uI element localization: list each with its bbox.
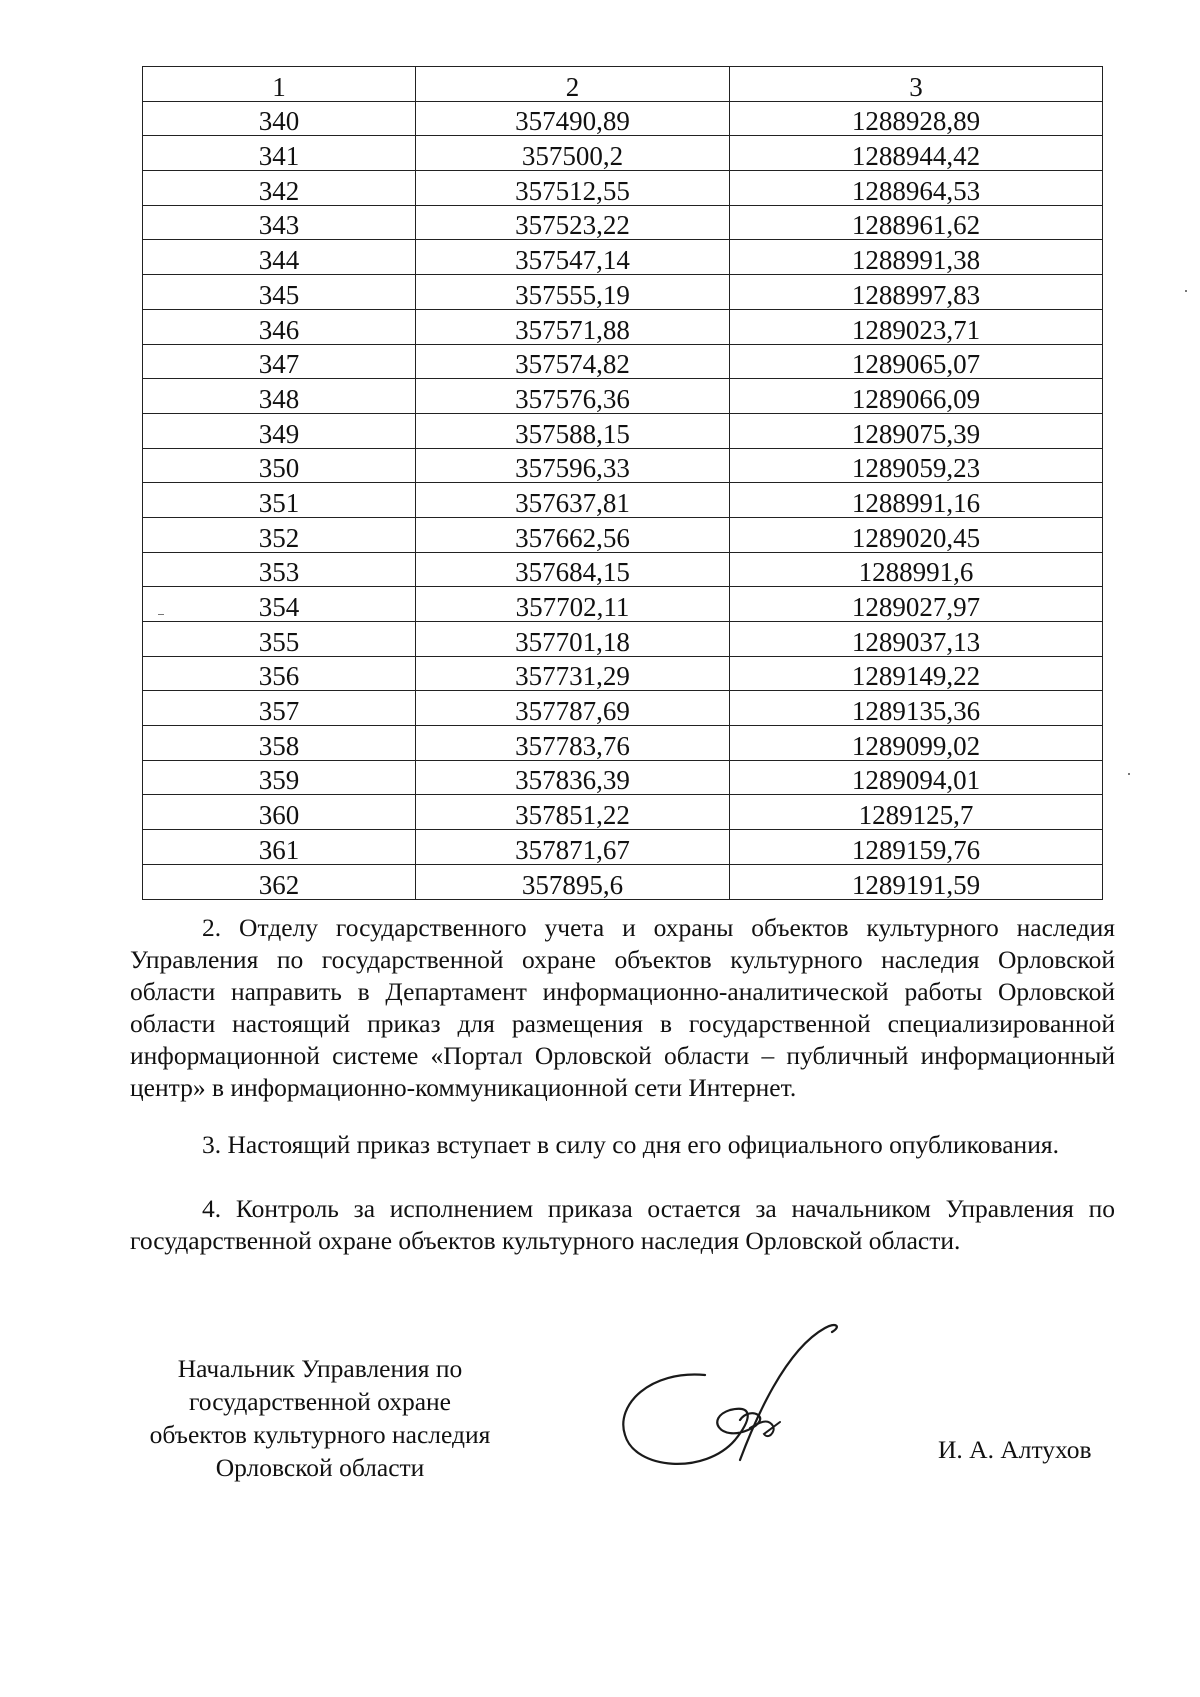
table-cell: 346 — [143, 309, 416, 344]
table-cell: 344 — [143, 240, 416, 275]
column-header: 2 — [416, 67, 730, 102]
table-row — [143, 830, 1103, 865]
table-cell: 357 — [143, 691, 416, 726]
table-row — [143, 622, 1103, 657]
scan-speck — [1128, 773, 1130, 775]
table-cell: 362 — [143, 864, 416, 899]
table-cell: 347 — [143, 344, 416, 379]
table-cell: 1288991,38 — [730, 240, 1103, 275]
table-cell: 357490,89 — [416, 101, 730, 136]
table-row — [143, 101, 1103, 136]
table-cell: 1289023,71 — [730, 309, 1103, 344]
signatory-title-line: объектов культурного наследия — [149, 1420, 491, 1449]
handwritten-signature — [610, 1310, 880, 1480]
paragraph-3: 3. Настоящий приказ вступает в силу со дня его официального опубликования. — [202, 1130, 1059, 1159]
table-row — [143, 448, 1103, 483]
paragraph-4: 4. Контроль за исполнением приказа остается за начальником Управления по государственной охране объектов культурного наследия Орловской области. — [130, 1194, 1115, 1255]
table-cell: 1289037,13 — [730, 622, 1103, 657]
table-cell: 357555,19 — [416, 275, 730, 310]
table-row — [143, 726, 1103, 761]
table-row — [143, 240, 1103, 275]
table-cell: 357637,81 — [416, 483, 730, 518]
signatory-title-line: Начальник Управления по — [177, 1354, 463, 1383]
table-cell: 1289191,59 — [730, 864, 1103, 899]
table-cell: 1289094,01 — [730, 760, 1103, 795]
table-row — [143, 171, 1103, 206]
table-cell: 352 — [143, 517, 416, 552]
table-cell: 1289020,45 — [730, 517, 1103, 552]
table-cell: 357783,76 — [416, 726, 730, 761]
table-row — [143, 517, 1103, 552]
table-cell: 357571,88 — [416, 309, 730, 344]
table-cell: 360 — [143, 795, 416, 830]
table-row — [143, 483, 1103, 518]
table-row — [143, 656, 1103, 691]
table-cell: 356 — [143, 656, 416, 691]
signatory-title-line: государственной охране — [188, 1387, 451, 1416]
table-cell: 1289099,02 — [730, 726, 1103, 761]
table-row — [143, 760, 1103, 795]
table-cell: 357684,15 — [416, 552, 730, 587]
table-cell: 349 — [143, 413, 416, 448]
table-row — [143, 136, 1103, 171]
table-cell: 357576,36 — [416, 379, 730, 414]
table-cell: 1288997,83 — [730, 275, 1103, 310]
signatory-name: И. А. Алтухов — [938, 1435, 1092, 1464]
table-cell: 357702,11 — [416, 587, 730, 622]
table-row — [143, 587, 1103, 622]
table-row — [143, 344, 1103, 379]
table-cell: 1288961,62 — [730, 205, 1103, 240]
table-cell: 1289065,07 — [730, 344, 1103, 379]
table-cell: 1289027,97 — [730, 587, 1103, 622]
table-cell: 341 — [143, 136, 416, 171]
table-row — [143, 864, 1103, 899]
table-cell: 1289075,39 — [730, 413, 1103, 448]
table-cell: 345 — [143, 275, 416, 310]
table-cell: 359 — [143, 760, 416, 795]
table-cell: 351 — [143, 483, 416, 518]
table-cell: 340 — [143, 101, 416, 136]
table-header-row — [143, 67, 1103, 102]
table-cell: 357836,39 — [416, 760, 730, 795]
table-cell: 1289159,76 — [730, 830, 1103, 865]
table-cell: 357512,55 — [416, 171, 730, 206]
table-cell: 350 — [143, 448, 416, 483]
table-row — [143, 379, 1103, 414]
table-row — [143, 795, 1103, 830]
table-cell: 357574,82 — [416, 344, 730, 379]
table-cell: 357731,29 — [416, 656, 730, 691]
column-header: 3 — [730, 67, 1103, 102]
table-cell: 342 — [143, 171, 416, 206]
paragraph-2: 2. Отделу государственного учета и охраны объектов культурного наследия Управления по государственной охране объектов культурного наследия Орловской области направить в Департамент информационно-аналитической работы Орловской области настоящий приказ для размещения в государственной специализированной информационной системе «Портал Орловской области – публичный информационный центр» в информационно-коммуникационной сети Интернет. — [130, 913, 1115, 1102]
table-cell: 353 — [143, 552, 416, 587]
table-cell: 1289125,7 — [730, 795, 1103, 830]
signatory-title — [130, 1352, 510, 1484]
coordinates-table — [142, 66, 1103, 900]
table-cell: 357588,15 — [416, 413, 730, 448]
table-cell: 357851,22 — [416, 795, 730, 830]
table-row — [143, 205, 1103, 240]
table-cell: 357500,2 — [416, 136, 730, 171]
table-row — [143, 413, 1103, 448]
table-cell: 357596,33 — [416, 448, 730, 483]
table-cell: 1289135,36 — [730, 691, 1103, 726]
table-cell: 348 — [143, 379, 416, 414]
table-cell: 358 — [143, 726, 416, 761]
table-cell: 357547,14 — [416, 240, 730, 275]
table-cell: 343 — [143, 205, 416, 240]
table-cell: 357662,56 — [416, 517, 730, 552]
table-cell: 357787,69 — [416, 691, 730, 726]
table-cell: 357523,22 — [416, 205, 730, 240]
table-cell: 357895,6 — [416, 864, 730, 899]
table-cell: 1289066,09 — [730, 379, 1103, 414]
table-cell: 1289059,23 — [730, 448, 1103, 483]
table-body — [143, 101, 1103, 899]
table-row — [143, 275, 1103, 310]
signatory-title-line: Орловской области — [215, 1453, 425, 1482]
table-cell: 1288964,53 — [730, 171, 1103, 206]
table-cell: 354 — [143, 587, 416, 622]
table-cell: 1288928,89 — [730, 101, 1103, 136]
table-cell: 1288991,16 — [730, 483, 1103, 518]
table-cell: 357701,18 — [416, 622, 730, 657]
table-row — [143, 309, 1103, 344]
table-cell: 355 — [143, 622, 416, 657]
scan-speck — [1185, 290, 1187, 292]
table-row — [143, 552, 1103, 587]
table-cell: 361 — [143, 830, 416, 865]
table-cell: 357871,67 — [416, 830, 730, 865]
table-row — [143, 691, 1103, 726]
table-cell: 1288991,6 — [730, 552, 1103, 587]
scan-speck — [158, 614, 164, 615]
column-header: 1 — [143, 67, 416, 102]
table-cell: 1289149,22 — [730, 656, 1103, 691]
table-cell: 1288944,42 — [730, 136, 1103, 171]
